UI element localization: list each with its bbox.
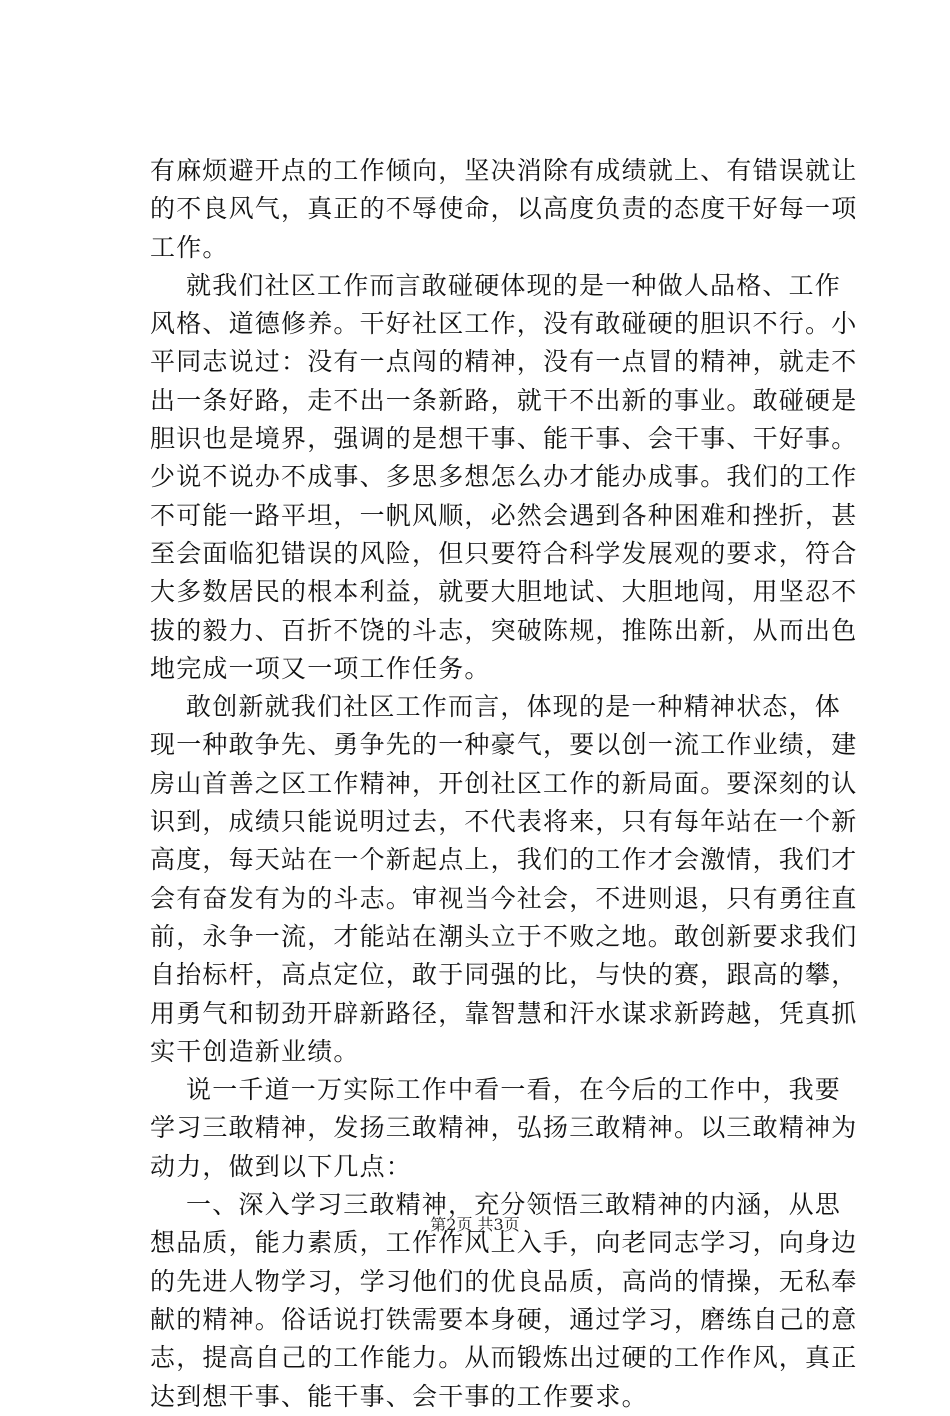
text-line: 不可能一路平坦，一帆风顺，必然会遇到各种困难和挫折，甚 — [150, 500, 858, 530]
text-line: 的不良风气，真正的不辱使命，以高度负责的态度干好每一项 — [150, 194, 858, 224]
text-line: 前，永争一流，才能站在潮头立于不败之地。敢创新要求我们 — [150, 921, 858, 951]
text-line: 房山首善之区工作精神，开创社区工作的新局面。要深刻的认 — [150, 768, 858, 798]
text-line: 出一条好路，走不出一条新路，就干不出新的事业。敢碰硬是 — [150, 385, 858, 415]
text-line: 地完成一项又一项工作任务。 — [150, 653, 491, 683]
text-line: 实干创造新业绩。 — [150, 1036, 360, 1066]
text-line: 大多数居民的根本利益，就要大胆地试、大胆地闯，用坚忍不 — [150, 577, 858, 607]
text-line: 识到，成绩只能说明过去，不代表将来，只有每年站在一个新 — [150, 807, 858, 837]
text-line: 有麻烦避开点的工作倾向，坚决消除有成绩就上、有错误就让 — [150, 156, 858, 185]
text-line: 献的精神。俗话说打铁需要本身硬，通过学习，磨练自己的意 — [150, 1304, 858, 1334]
text-line: 达到想干事、能干事、会干事的工作要求。 — [150, 1381, 648, 1411]
text-line: 就我们社区工作而言敢碰硬体现的是一种做人品格、工作 — [186, 270, 842, 300]
text-line: 高度，每天站在一个新起点上，我们的工作才会激情，我们才 — [150, 845, 858, 875]
text-line: 想品质，能力素质，工作作风上入手，向老同志学习，向身边 — [150, 1228, 858, 1258]
text-line: 敢创新就我们社区工作而言，体现的是一种精神状态，体 — [186, 692, 842, 722]
text-line: 风格、道德修养。干好社区工作，没有敢碰硬的胆识不行。小 — [150, 309, 858, 339]
text-line: 一、深入学习三敢精神，充分领悟三敢精神的内涵，从思 — [186, 1190, 842, 1220]
text-line: 学习三敢精神，发扬三敢精神，弘扬三敢精神。以三敢精神为 — [150, 1113, 858, 1143]
text-line: 说一千道一万实际工作中看一看，在今后的工作中，我要 — [186, 1075, 842, 1105]
text-line: 至会面临犯错误的风险，但只要符合科学发展观的要求，符合 — [150, 538, 858, 568]
text-line: 胆识也是境界，强调的是想干事、能干事、会干事、干好事。 — [150, 424, 858, 454]
text-line: 志，提高自己的工作能力。从而锻炼出过硬的工作作风，真正 — [150, 1343, 858, 1373]
text-line: 自抬标杆，高点定位，敢于同强的比，与快的赛，跟高的攀， — [150, 960, 858, 990]
text-line: 用勇气和韧劲开辟新路径，靠智慧和汗水谋求新跨越，凭真抓 — [150, 998, 858, 1028]
text-line: 现一种敢争先、勇争先的一种豪气，要以创一流工作业绩，建 — [150, 730, 858, 760]
text-line: 少说不说办不成事、多思多想怎么办才能办成事。我们的工作 — [150, 462, 858, 492]
text-line: 会有奋发有为的斗志。审视当今社会，不进则退，只有勇往直 — [150, 883, 858, 913]
text-line: 的先进人物学习，学习他们的优良品质，高尚的情操，无私奉 — [150, 1266, 858, 1296]
text-line: 动力，做到以下几点： — [150, 1151, 413, 1181]
text-line: 拔的毅力、百折不饶的斗志，突破陈规，推陈出新，从而出色 — [150, 615, 858, 645]
page-footer: 第2页 共3页 — [430, 1215, 520, 1234]
text-line: 平同志说过：没有一点闯的精神，没有一点冒的精神，就走不 — [150, 347, 858, 377]
text-line: 工作。 — [150, 232, 229, 262]
